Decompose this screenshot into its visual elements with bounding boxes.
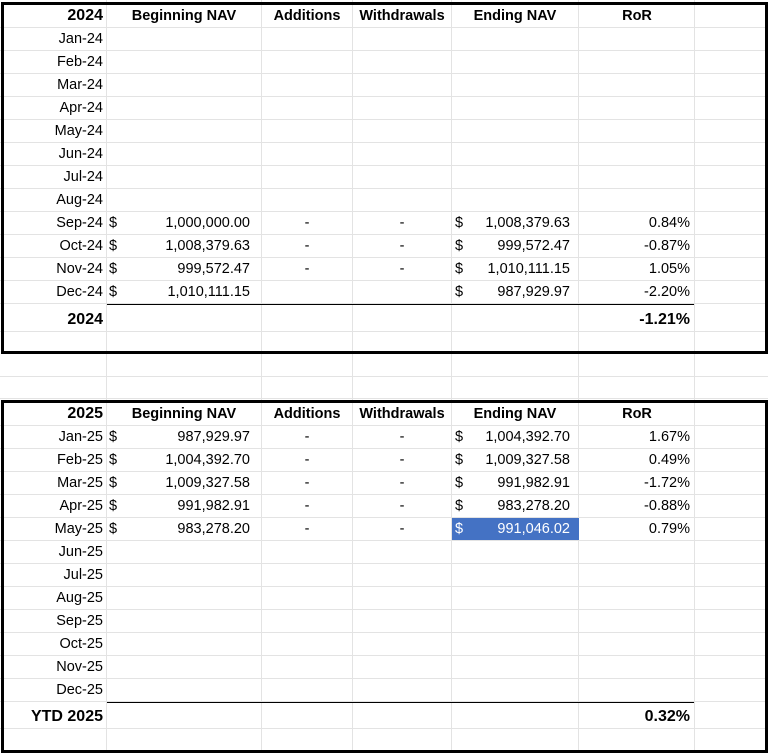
ending-nav-currency[interactable]: $ [455, 284, 464, 300]
ending-nav-currency[interactable]: $ [455, 475, 464, 491]
month-label[interactable]: Sep-24 [56, 215, 103, 231]
month-label[interactable]: Jun-25 [58, 544, 103, 560]
withdrawals-cell[interactable]: - [399, 498, 405, 514]
ending-nav-currency[interactable]: $ [455, 238, 464, 254]
beginning-nav-currency[interactable]: $ [109, 521, 118, 537]
month-label[interactable]: Aug-25 [56, 590, 103, 606]
ror-header[interactable]: RoR [622, 8, 652, 24]
additions-cell[interactable]: - [304, 261, 310, 277]
additions-cell[interactable]: - [304, 215, 310, 231]
ror-cell[interactable]: 0.79% [648, 521, 690, 537]
ending-nav-header[interactable]: Ending NAV [473, 406, 557, 422]
table-2024-border [1, 2, 768, 354]
ending-nav-currency[interactable]: $ [455, 452, 464, 468]
ending-nav-currency[interactable]: $ [455, 498, 464, 514]
month-label[interactable]: Apr-25 [59, 498, 103, 514]
beginning-nav-cell[interactable]: 1,009,327.58 [165, 475, 250, 491]
month-label[interactable]: Sep-25 [56, 613, 103, 629]
ending-nav-cell[interactable]: 983,278.20 [497, 498, 570, 514]
empty-row [0, 377, 768, 399]
month-label[interactable]: Jun-24 [58, 146, 103, 162]
ending-nav-cell[interactable]: 987,929.97 [497, 284, 570, 300]
ending-nav-currency[interactable]: $ [455, 215, 464, 231]
additions-header[interactable]: Additions [273, 406, 341, 422]
additions-cell[interactable]: - [304, 475, 310, 491]
ror-cell[interactable]: 1.05% [648, 261, 690, 277]
beginning-nav-currency[interactable]: $ [109, 284, 118, 300]
beginning-nav-currency[interactable]: $ [109, 498, 118, 514]
beginning-nav-cell[interactable]: 1,000,000.00 [165, 215, 250, 231]
additions-cell[interactable]: - [304, 429, 310, 445]
additions-cell[interactable]: - [304, 498, 310, 514]
beginning-nav-currency[interactable]: $ [109, 429, 118, 445]
month-label[interactable]: May-25 [54, 521, 103, 537]
withdrawals-cell[interactable]: - [399, 452, 405, 468]
beginning-nav-cell[interactable]: 991,982.91 [177, 498, 250, 514]
month-label[interactable]: Nov-25 [56, 659, 103, 675]
month-label[interactable]: Jul-24 [63, 169, 103, 185]
beginning-nav-currency[interactable]: $ [109, 215, 118, 231]
beginning-nav-header[interactable]: Beginning NAV [131, 8, 237, 24]
beginning-nav-currency[interactable]: $ [109, 261, 118, 277]
ror-cell[interactable]: 1.67% [648, 429, 690, 445]
total-label[interactable]: 2024 [67, 311, 103, 328]
beginning-nav-currency[interactable]: $ [109, 452, 118, 468]
ending-nav-cell[interactable]: 1,008,379.63 [485, 215, 570, 231]
ror-cell[interactable]: -0.88% [644, 498, 690, 514]
ror-cell[interactable]: -2.20% [644, 284, 690, 300]
month-label[interactable]: Jul-25 [63, 567, 103, 583]
month-label[interactable]: Feb-25 [57, 452, 103, 468]
year-header[interactable]: 2025 [67, 405, 103, 422]
month-label[interactable]: Mar-25 [57, 475, 103, 491]
ending-nav-currency[interactable]: $ [455, 429, 464, 445]
ending-nav-currency[interactable]: $ [455, 261, 464, 277]
ror-cell[interactable]: 0.49% [648, 452, 690, 468]
ror-cell[interactable]: -1.72% [644, 475, 690, 491]
ending-nav-header[interactable]: Ending NAV [473, 8, 557, 24]
beginning-nav-header[interactable]: Beginning NAV [131, 406, 237, 422]
month-label[interactable]: Oct-25 [59, 636, 103, 652]
additions-cell[interactable]: - [304, 452, 310, 468]
beginning-nav-currency[interactable]: $ [109, 475, 118, 491]
empty-row [0, 355, 768, 377]
withdrawals-cell[interactable]: - [399, 521, 405, 537]
withdrawals-cell[interactable]: - [399, 475, 405, 491]
ending-nav-currency[interactable]: $ [455, 521, 464, 537]
total-label[interactable]: YTD 2025 [30, 708, 103, 725]
beginning-nav-cell[interactable]: 1,004,392.70 [165, 452, 250, 468]
ending-nav-cell[interactable]: 999,572.47 [497, 238, 570, 254]
ror-cell[interactable]: -0.87% [644, 238, 690, 254]
additions-header[interactable]: Additions [273, 8, 341, 24]
ror-header[interactable]: RoR [622, 406, 652, 422]
month-label[interactable]: Apr-24 [59, 100, 103, 116]
month-label[interactable]: Nov-24 [56, 261, 103, 277]
withdrawals-cell[interactable]: - [399, 215, 405, 231]
withdrawals-cell[interactable]: - [399, 429, 405, 445]
total-ror[interactable]: 0.32% [644, 708, 690, 725]
beginning-nav-cell[interactable]: 983,278.20 [177, 521, 250, 537]
beginning-nav-cell[interactable]: 1,010,111.15 [167, 284, 250, 300]
ending-nav-cell[interactable]: 991,046.02 [497, 521, 570, 537]
withdrawals-cell[interactable]: - [399, 261, 405, 277]
month-label[interactable]: Jan-25 [58, 429, 103, 445]
year-header[interactable]: 2024 [67, 7, 103, 24]
month-label[interactable]: May-24 [54, 123, 103, 139]
withdrawals-header[interactable]: Withdrawals [359, 8, 445, 24]
withdrawals-header[interactable]: Withdrawals [359, 406, 445, 422]
month-label[interactable]: Oct-24 [59, 238, 103, 254]
ending-nav-cell[interactable]: 991,982.91 [497, 475, 570, 491]
beginning-nav-cell[interactable]: 999,572.47 [177, 261, 250, 277]
withdrawals-cell[interactable]: - [399, 238, 405, 254]
month-label[interactable]: Dec-24 [56, 284, 103, 300]
additions-cell[interactable]: - [304, 521, 310, 537]
table-2025-border [1, 400, 768, 753]
beginning-nav-currency[interactable]: $ [109, 238, 118, 254]
month-label[interactable]: Jan-24 [58, 31, 103, 47]
additions-cell[interactable]: - [304, 238, 310, 254]
month-label[interactable]: Aug-24 [56, 192, 103, 208]
month-label[interactable]: Feb-24 [57, 54, 103, 70]
ending-nav-cell[interactable]: 1,009,327.58 [485, 452, 570, 468]
month-label[interactable]: Dec-25 [56, 682, 103, 698]
ror-cell[interactable]: 0.84% [648, 215, 690, 231]
total-ror[interactable]: -1.21% [639, 311, 690, 328]
ending-nav-cell[interactable]: 1,010,111.15 [487, 261, 570, 277]
beginning-nav-cell[interactable]: 1,008,379.63 [165, 238, 250, 254]
beginning-nav-cell[interactable]: 987,929.97 [177, 429, 250, 445]
ending-nav-cell[interactable]: 1,004,392.70 [485, 429, 570, 445]
month-label[interactable]: Mar-24 [57, 77, 103, 93]
